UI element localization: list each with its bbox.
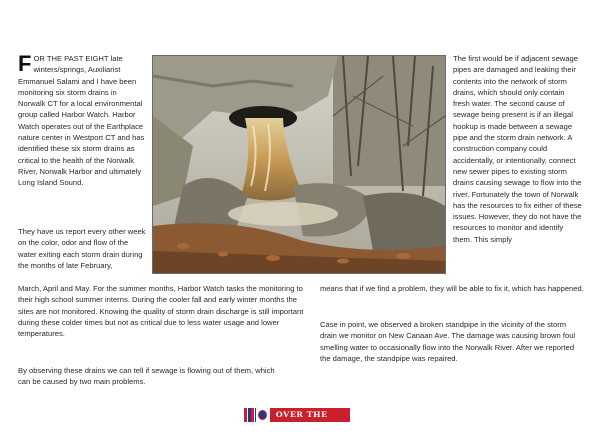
section-title: OVER THE BOW	[270, 408, 350, 422]
article-paragraph-3: By observing these drains we can tell if sewage is flowing out of them, which can be caused by two main problems.	[18, 366, 275, 387]
article-column-2-continuation: means that if we find a problem, they will be able to fix it, which has happened.	[320, 284, 584, 293]
auxiliary-emblem-icon	[258, 410, 267, 420]
storm-drain-photo	[152, 55, 446, 274]
footer-banner	[244, 408, 350, 433]
flag-stripe-icon	[244, 408, 256, 422]
drop-cap: F	[18, 51, 32, 76]
article-column-2-paragraph: Case in point, we observed a broken standpipe in the vicinity of the storm drain we monitor on New Canaan Ave. The damage was causing brown foul smelling water to occasionally flow into the Norwalk River. After we reported the damage, the standpipe was repaired.	[320, 320, 576, 363]
article-column-3: The first would be if adjacent sewage pipes are damaged and leaking their contents into the network of storm drains, which should only contain fresh water. The second cause of sewage being present is if an illegal hookup is made between a sewage pipe and the storm drain network. A construction company could accidentally, or intentionally, connect new sewer pipes to existing storm drains causing sewage to flow into the river. Fortunately the town of Norwalk has the resources to fix either of these issues. However, they do not have the resources to monitor and identify them. This simply	[453, 54, 582, 244]
article-paragraph-1	[18, 53, 146, 189]
paragraph-1-text: OR THE PAST EIGHT late winters/springs, Auxiliarist Emmanuel Salami and I have been monitoring six storm drains in Norwalk CT for a local environmental group called Harbor Watch. Harbor Watch operates out of the Earthplace nature center in Westport CT and has identified these six storm drains as critical to the health of the Norwalk River, Norwalk Harbor and ultimately Long Island Sound.	[18, 54, 145, 188]
article-paragraph-2-bottom: March, April and May. For the summer months, Harbor Watch tasks the monitoring to their high school summer interns. During the cooler fall and early winter months the sites are not monitored. Knowing the quality of storm drain discharge is still important during these colder times but not as critical due to less water usage and lower temperatures.	[18, 284, 304, 339]
article-paragraph-2-top: They have us report every other week on the color, odor and flow of the water exiting each storm drain during the months of late February,	[18, 227, 146, 270]
